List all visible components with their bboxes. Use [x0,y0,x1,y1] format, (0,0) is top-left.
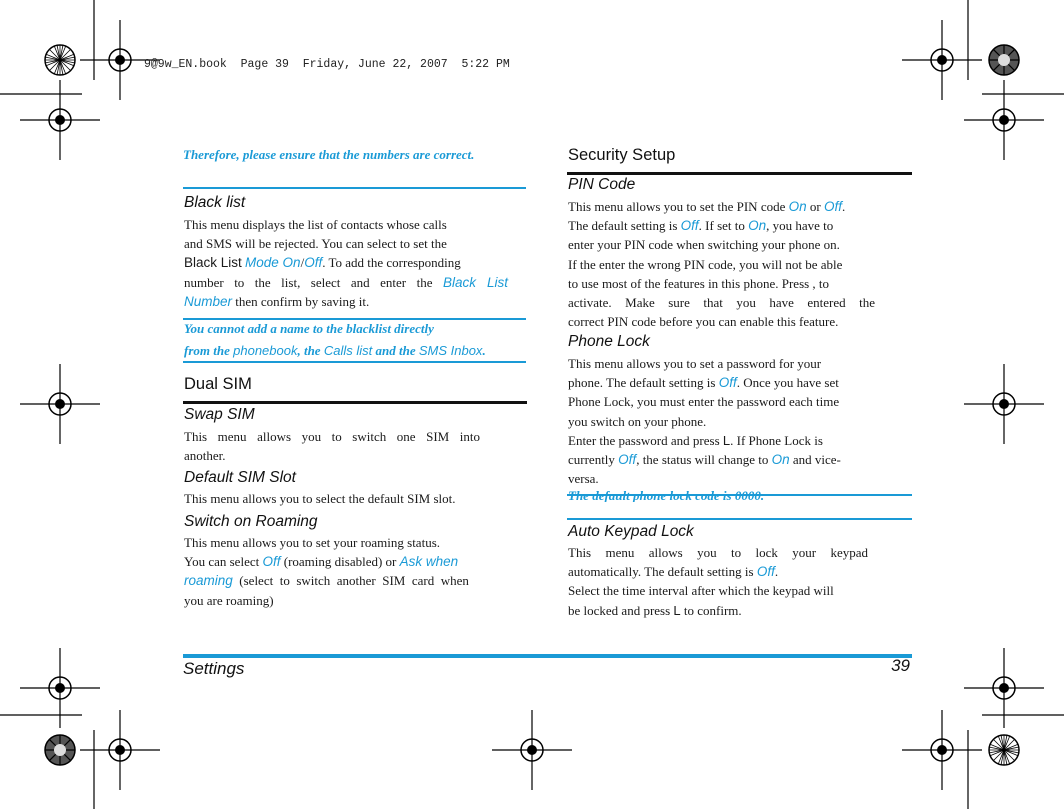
off-term: Off [304,255,323,271]
off-term: Off [756,564,775,580]
pin-code-heading: PIN Code [568,176,636,193]
text-line [568,601,868,620]
number-term: Number [184,293,233,309]
key-symbol: L [722,432,731,448]
black-list-description [184,215,508,311]
text-fragment: (select to switch another SIM card when [232,573,469,589]
divider [183,187,526,189]
section-rule [183,401,527,404]
text-line: This menu displays the list of contacts whose calls [184,217,447,232]
note-line: You cannot add a name to the blacklist directly [184,321,434,336]
text-line: Phone Lock, you must enter the password each time [568,394,840,410]
text-fragment: . [841,199,846,214]
text-fragment: You can select [184,554,263,570]
roaming-term: roaming [184,573,233,589]
text-fragment: number to the list, select and enter the [184,274,433,290]
on-term: On [771,452,790,468]
text-fragment: , the status will change to [636,452,772,468]
dual-sim-heading: Dual SIM [184,375,252,393]
text-fragment: , the [297,343,324,358]
default-sim-slot-heading: Default SIM Slot [184,469,296,486]
slash: / [300,255,305,271]
divider [183,361,526,363]
phone-lock-heading: Phone Lock [568,333,650,350]
text-fragment: automatically. The default setting is [568,564,757,580]
text-line: correct PIN code before you can enable this feature. [568,314,839,330]
text-fragment: to confirm. [680,602,742,618]
text-line [568,562,868,581]
text-line: another. [184,448,226,464]
page-number: 39 [891,656,910,675]
swap-sim-description [184,427,480,465]
text-fragment: . [482,343,486,358]
phonebook-term: phonebook [233,343,298,358]
text-line [184,273,508,292]
text-line: This menu allows you to set your roaming status. [184,535,441,550]
text-fragment: . To add the corresponding [322,255,461,271]
ask-when-term: Ask when [399,554,459,570]
footer-section-title: Settings [183,659,245,678]
text-line: This menu allows you to lock your keypad [568,545,868,560]
default-sim-slot-description: This menu allows you to select the default SIM slot. [184,491,456,506]
text-fragment: This menu allows you to set the PIN code [568,199,789,214]
roaming-description [184,533,502,610]
off-term: Off [718,375,737,391]
text-line: you are roaming) [184,592,274,608]
swap-sim-heading: Swap SIM [184,406,255,423]
text-line: If the enter the wrong PIN code, you will not be able [568,256,843,272]
text-fragment: currently [568,452,619,468]
section-rule [567,172,912,175]
pin-code-description [568,197,875,331]
off-term: Off [823,199,842,214]
text-fragment: (roaming disabled) or [280,554,400,570]
black-list-heading: Black list [184,194,246,211]
black-list-number-term: Black List [443,274,509,290]
text-line [184,253,508,272]
text-line: Select the time interval after which the keypad will [568,583,834,599]
text-line: This menu allows you to switch one SIM into [184,429,480,444]
text-line [568,450,875,469]
text-fragment: then confirm by saving it. [232,293,370,309]
text-fragment: or [806,199,824,214]
text-line: you switch on your phone. [568,413,707,429]
off-term: Off [680,218,699,234]
text-fragment: be locked and press [568,602,674,618]
text-fragment: Enter the password and press [568,432,723,448]
text-line: This menu allows you to set a password for your [568,356,822,371]
key-symbol: L [673,602,681,618]
text-line [568,431,875,450]
text-fragment: and vice- [789,452,841,468]
text-line: and SMS will be rejected. You can select to set the [184,236,447,252]
sms-inbox-term: SMS Inbox [418,343,483,358]
text-fragment: . If set to [698,218,749,234]
text-line: activate. Make sure that you have entered the [568,295,875,311]
text-fragment: . Once you have set [736,375,839,391]
auto-keypad-lock-heading: Auto Keypad Lock [568,523,694,540]
text-fragment: . If Phone Lock is [730,432,823,448]
on-term: On [748,218,767,234]
text-line [568,373,875,392]
mode-on-term: Mode On [245,255,301,271]
on-term: On [788,199,807,214]
text-line: to use most of the features in this phone. Press , to [568,275,830,291]
text-fragment: , you have to [766,218,834,234]
text-line [568,216,875,235]
text-line: versa. [568,471,599,487]
note-line [184,340,500,362]
note-blacklist [184,318,500,362]
text-line [184,571,502,590]
divider [567,518,912,520]
text-line [184,292,508,311]
text-fragment: and the [372,343,419,358]
off-term: Off [262,554,281,570]
text-line: enter your PIN code when switching your phone on. [568,237,840,253]
security-setup-heading: Security Setup [568,146,676,164]
text-fragment: The default setting is [568,218,681,234]
text-fragment: . [774,564,779,580]
auto-keypad-lock-description [568,543,868,620]
phone-lock-description [568,354,875,488]
note-check-numbers: Therefore, please ensure that the numbers are correct. [183,147,475,162]
switch-on-roaming-heading: Switch on Roaming [184,513,318,530]
text-line [184,552,502,571]
calls-list-term: Calls list [323,343,373,358]
divider [567,494,912,496]
book-header-line: 9@9w_EN.book Page 39 Friday, June 22, 2007 5:22 PM [144,58,510,71]
off-term: Off [618,452,637,468]
black-list-term: Black List [184,255,242,271]
text-fragment: phone. The default setting is [568,375,719,391]
footer-rule [183,654,912,658]
text-fragment: from the [184,343,234,358]
text-line [568,197,875,216]
